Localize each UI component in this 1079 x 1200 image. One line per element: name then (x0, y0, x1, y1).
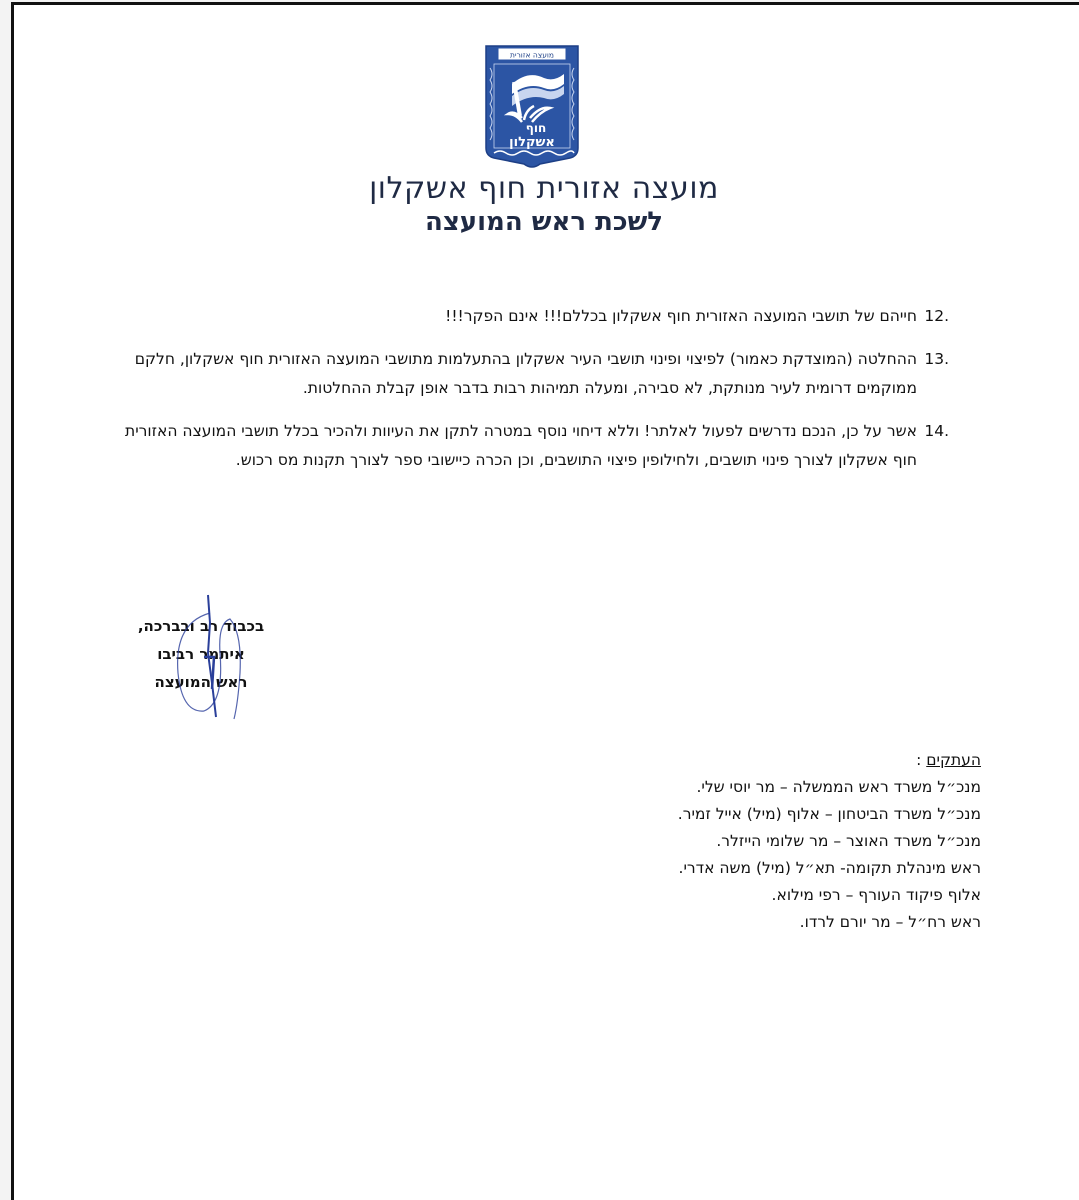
signer-title: ראש המועצה (154, 673, 248, 691)
item-text: חייהם של תושבי המועצה האזורית חוף אשקלון בכללם!!! אינם הפקר!!! (445, 307, 917, 325)
signer-name: איתמר רביבו (157, 645, 245, 663)
copy-recipient: מנכ״ל משרד הביטחון – אלוף (מיל) אייל זמיר. (677, 805, 981, 823)
list-item (122, 302, 949, 331)
copies-list (574, 747, 981, 936)
copy-recipient: מנכ״ל משרד ראש הממשלה – מר יוסי שלי. (696, 778, 981, 796)
item-text: אשר על כן, הנכם נדרשים לפעול לאלתר! וללא דיחוי נוסף במטרה לתקן את העיוות ולהכיר בכלל תושבי המועצה האזורית חוף אשקלון לצורך פינוי תושבים, ולחילופין פיצוי התושבים, וכן הכרה כיישובי ספר לצורך תקנות מס רכוש. (125, 422, 917, 469)
logo-inner-text-2: אשקלון (509, 135, 555, 150)
copy-recipient: מנכ״ל משרד האוצר – מר שלומי הייזלר. (716, 832, 981, 850)
list-item (122, 345, 949, 403)
list-item (122, 417, 949, 475)
item-text: ההחלטה (המוצדקת כאמור) לפיצוי ופינוי תושבי העיר אשקלון בהתעלמות מתושבי המועצה האזורית חוף אשקלון, חלקם ממוקמים דרומית לעיר מנותקת, לא סבירה, ומעלה תמיהות רבות בדבר אופן קבלת ההחלטות. (134, 350, 917, 397)
document-page (11, 2, 1079, 1200)
logo-top-text: מועצה אזורית (509, 50, 555, 60)
copy-recipient: אלוף פיקוד העורף – רפי מילוא. (771, 886, 981, 904)
council-logo (484, 44, 580, 170)
item-number: 12. (924, 307, 949, 325)
item-number: 14. (924, 422, 949, 440)
numbered-items-list (122, 302, 949, 489)
closing-text: בכבוד רב ובברכה, (137, 617, 265, 635)
copies-heading: העתקים : (916, 751, 981, 769)
logo-inner-text-1: חוף (525, 121, 547, 135)
item-number: 13. (924, 350, 949, 368)
copy-recipient: ראש רח״ל – מר יורם לרדו. (799, 913, 981, 931)
signature-block (121, 612, 281, 696)
organization-name: מועצה אזורית חוף אשקלון (369, 171, 719, 206)
office-name: לשכת ראש המועצה (424, 207, 664, 237)
copy-recipient: ראש מינהלת תקומה- תא״ל (מיל) משה אדרי. (678, 859, 981, 877)
